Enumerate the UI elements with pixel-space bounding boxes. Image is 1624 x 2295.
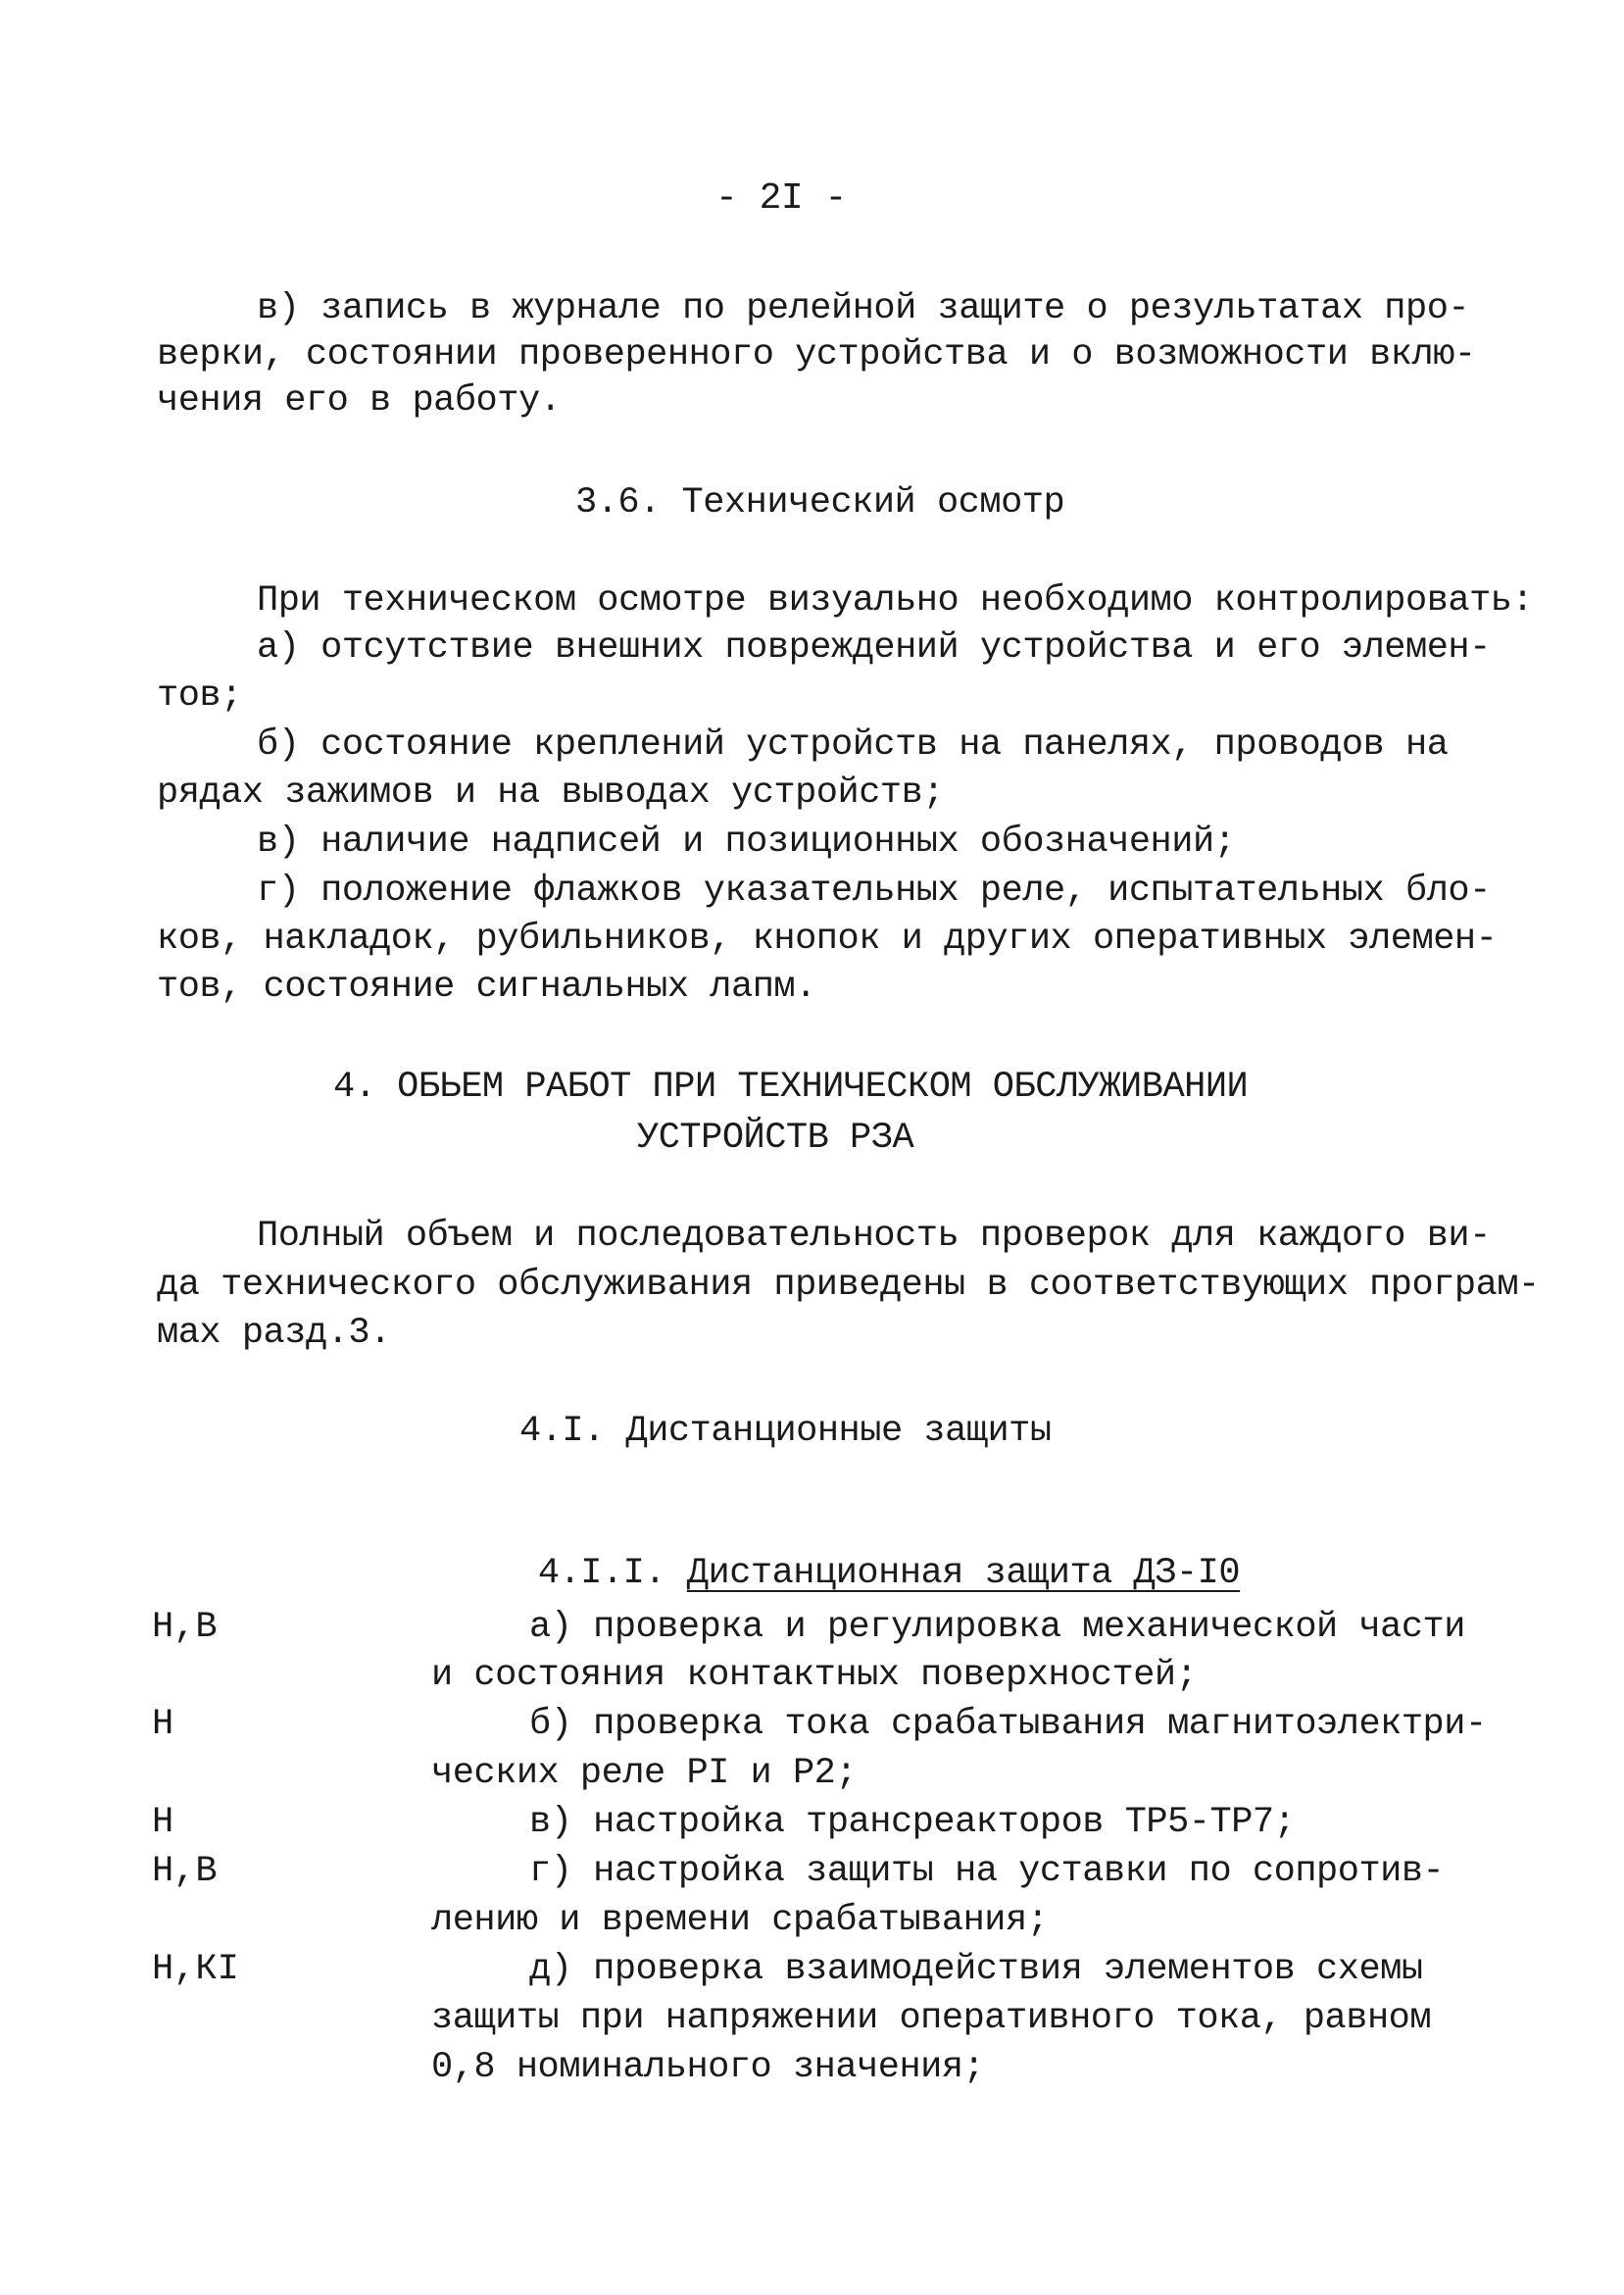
section-4-title-line-2: УСТРОЙСТВ РЗА [637,1118,914,1159]
section-4-1-title: 4.I. Дистанционные защиты [519,1411,1052,1452]
checklist-e-line-1: д) проверка взаимодействия элементов схемы [529,1949,1423,1990]
section-3-6-line-3: тов; [157,675,242,717]
checklist-a-line-2: и состояния контактных поверхностей; [431,1655,1198,1696]
checklist-a-line-1: а) проверка и регулировка механической части [529,1607,1465,1648]
checklist-e-line-2: защиты при напряжении оперативного тока, равном [431,1998,1432,2039]
checklist-code-d: Н,В [152,1851,218,1892]
checklist-b-line-1: б) проверка тока срабатывания магнитоэлектри- [529,1704,1487,1745]
checklist-e-line-3: 0,8 номинального значения; [431,2047,985,2088]
section-3-6-line-6: в) наличие надписей и позиционных обозначений; [257,822,1236,863]
intro-line-1: в) запись в журнале по релейной защите о результатах про- [257,288,1470,329]
checklist-c-line-1: в) настройка трансреакторов ТР5-ТР7; [529,1802,1296,1843]
section-4-line-3: мах разд.3. [157,1313,391,1354]
section-3-6-line-8: ков, накладок, рубильников, кнопок и других оперативных элемен- [157,919,1498,960]
intro-line-3: чения его в работу. [157,380,562,422]
checklist-d-line-2: лению и времени срабатывания; [431,1900,1049,1941]
section-3-6-line-7: г) положение флажков указательных реле, испытательных бло- [257,871,1491,912]
checklist-code-c: Н [152,1802,174,1843]
checklist-b-line-2: ческих реле РI и Р2; [431,1753,858,1794]
checklist-d-line-1: г) настройка защиты на уставки по сопротив- [529,1851,1445,1892]
section-4-1-1-title: Дистанционная защита ДЗ-I0 [686,1553,1241,1594]
checklist-code-b: Н [152,1704,174,1745]
section-3-6-title: 3.6. Технический осмотр [575,482,1065,524]
section-3-6-line-2: а) отсутствие внешних повреждений устройства и его элемен- [257,627,1491,669]
section-3-6-line-4: б) состояние креплений устройств на панелях, проводов на [257,724,1449,766]
section-4-title-line-1: 4. ОБЬЕМ РАБОТ ПРИ ТЕХНИЧЕСКОМ ОБСЛУЖИВАНИИ [333,1067,1249,1108]
section-3-6-line-9: тов, состояние сигнальных лапм. [157,967,816,1008]
checklist-code-e: Н,КI [152,1949,239,1990]
checklist-code-a: Н,В [152,1607,218,1648]
section-4-line-2: да технического обслуживания приведены в соответствующих програм- [157,1265,1540,1306]
section-4-1-1-number: 4.I.I. [537,1553,666,1594]
page-number: - 2I - [715,177,847,220]
intro-line-2: верки, состоянии проверенного устройства и о возможности вклю- [157,334,1476,375]
section-4-line-1: Полный объем и последовательность проверок для каждого ви- [257,1216,1491,1257]
section-3-6-line-5: рядах зажимов и на выводах устройств; [157,773,945,814]
section-3-6-line-1: При техническом осмотре визуально необходимо контролировать: [257,580,1534,622]
